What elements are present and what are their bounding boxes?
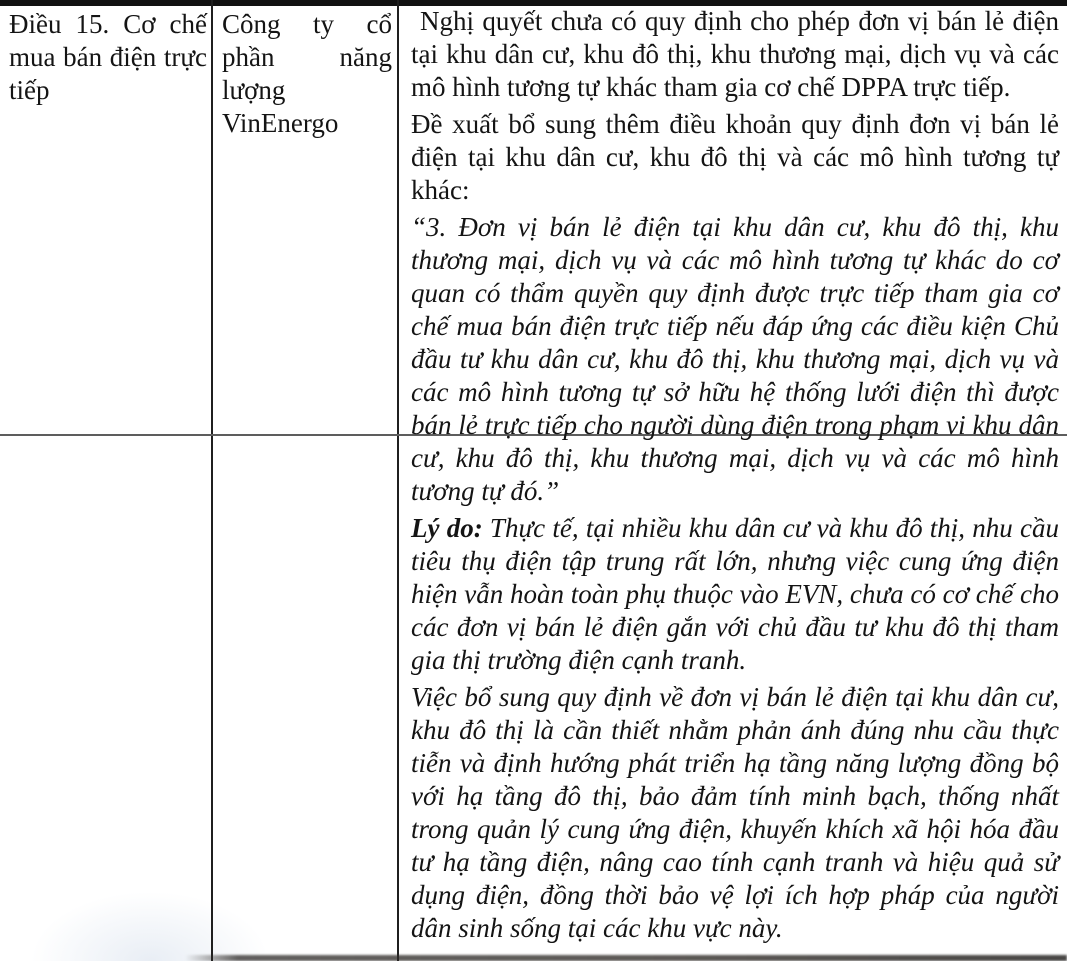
paragraph-reason: [411, 512, 1059, 677]
table-column-divider-2: [397, 0, 399, 961]
reason-text: Thực tế, tại nhiều khu dân cư và khu đô thị, nhu cầu tiêu thụ điện tập trung rất lớn, nhưng việc cung ứng điện hiện vẫn hoàn toàn phụ thuộc vào EVN, chưa có cơ chế cho các đơn vị bán lẻ điện gắn với chủ đầu tư khu đô thị tham gia thị trường điện cạnh tranh.: [411, 513, 1059, 675]
paragraph-issue-statement: Nghị quyết chưa có quy định cho phép đơn vị bán lẻ điện tại khu dân cư, khu đô thị, khu thương mại, dịch vụ và các mô hình tương tự khác tham gia cơ chế DPPA trực tiếp.: [411, 6, 1059, 102]
cell-article-reference: Điều 15. Cơ chế mua bán điện trực tiếp: [9, 9, 207, 105]
table-column-divider-1: [211, 0, 213, 961]
scan-smudge-artifact: [30, 891, 270, 961]
cell-proposing-company: Công ty cổ phần năng lượng VinEnergo: [222, 9, 392, 138]
scan-bottom-edge-artifact: [185, 955, 1067, 961]
paragraph-justification: Việc bổ sung quy định về đơn vị bán lẻ điện tại khu dân cư, khu đô thị là cần thiết nhằm phản ánh đúng nhu cầu thực tiễn và định hướng phát triển hạ tầng năng lượng đồng bộ với hạ tầng đô thị, bảo đảm tính minh bạch, thống nhất trong quản lý cung ứng điện, khuyến khích xã hội hóa đầu tư hạ tầng điện, nâng cao tính cạnh tranh và hiệu quả sử dụng điện, đồng thời bảo vệ lợi ích hợp pháp của người dân sinh sống tại các khu vực này.: [411, 682, 1059, 943]
cell-comment-content: [411, 5, 1059, 949]
paragraph-proposal-intro: Đề xuất bổ sung thêm điều khoản quy định đơn vị bán lẻ điện tại khu dân cư, khu đô thị và các mô hình tương tự khác:: [411, 109, 1059, 205]
paragraph-quoted-provision: “3. Đơn vị bán lẻ điện tại khu dân cư, khu đô thị, khu thương mại, dịch vụ và các mô hình tương tự khác do cơ quan có thẩm quyền quy định được trực tiếp tham gia cơ chế mua bán điện trực tiếp nếu đáp ứng các điều kiện Chủ đầu tư khu dân cư, khu đô thị, khu thương mại, dịch vụ và các mô hình tương tự sở hữu hệ thống lưới điện thì được bán lẻ trực tiếp cho người dùng điện trong phạm vi khu dân cư, khu đô thị, khu thương mại, dịch vụ và các mô hình tương tự đó.”: [411, 212, 1059, 506]
reason-label: Lý do:: [411, 513, 483, 543]
